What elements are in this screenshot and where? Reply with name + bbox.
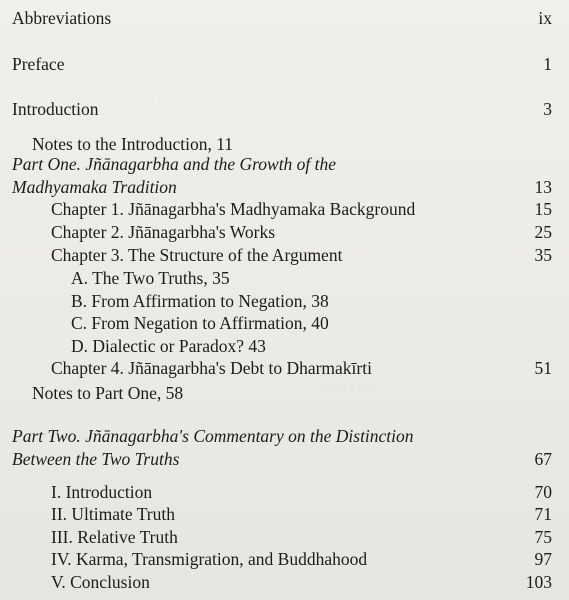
toc-entry-title: I. Introduction bbox=[51, 482, 153, 502]
toc-entry-title: IV. Karma, Transmigration, and Buddhahood bbox=[51, 549, 368, 569]
toc-entry-section-a bbox=[0, 267, 569, 289]
toc-entry-section-b bbox=[0, 290, 569, 312]
show-through-text: · · · · · · bbox=[330, 300, 372, 316]
toc-entry-part-two-iii bbox=[0, 526, 569, 548]
toc-page-number: 97 bbox=[534, 549, 552, 569]
toc-entry-part-two-iv bbox=[0, 548, 569, 570]
toc-page-number: ix bbox=[538, 8, 552, 28]
toc-page-number: 13 bbox=[534, 177, 552, 197]
toc-part-title: Part One. Jñānagarbha and the Growth of the bbox=[12, 154, 337, 174]
toc-entry-title: Notes to Part One, 58 bbox=[32, 383, 184, 403]
toc-page-number: 1 bbox=[543, 54, 552, 74]
toc-entry-notes-part-one bbox=[0, 382, 569, 404]
toc-entry-title: Chapter 4. Jñānagarbha's Debt to Dharmakīrti bbox=[51, 358, 372, 378]
toc-page-number: 67 bbox=[534, 449, 552, 469]
toc-entry-preface bbox=[0, 53, 569, 75]
show-through-text: · · · · · · · · bbox=[320, 384, 377, 400]
toc-entry-section-d bbox=[0, 335, 569, 357]
toc-entry-abbreviations bbox=[0, 7, 569, 29]
toc-entry-title: A. The Two Truths, 35 bbox=[71, 268, 230, 288]
toc-entry-title: Notes to the Introduction, 11 bbox=[32, 134, 234, 154]
toc-entry-title: C. From Negation to Affirmation, 40 bbox=[71, 313, 329, 333]
toc-page-number: 15 bbox=[534, 199, 552, 219]
toc-entry-introduction bbox=[0, 98, 569, 120]
show-through-text: · · · · · · · · bbox=[150, 92, 207, 108]
toc-entry-chapter-4 bbox=[0, 357, 569, 379]
toc-part-title: Part Two. Jñānagarbha's Commentary on the Distinction bbox=[12, 426, 414, 446]
toc-entry-chapter-3 bbox=[0, 244, 569, 266]
toc-page-number: 103 bbox=[525, 572, 552, 592]
toc-entry-title: III. Relative Truth bbox=[51, 527, 178, 547]
toc-entry-notes-introduction bbox=[0, 133, 569, 155]
toc-entry-title: V. Conclusion bbox=[51, 572, 150, 592]
toc-page-number: 51 bbox=[534, 358, 552, 378]
toc-entry-chapter-2 bbox=[0, 221, 569, 243]
toc-entry-chapter-1 bbox=[0, 198, 569, 220]
toc-entry-title: Chapter 1. Jñānagarbha's Madhyamaka Background bbox=[51, 199, 416, 219]
toc-entry-part-two-ii bbox=[0, 503, 569, 525]
toc-page-number: 71 bbox=[534, 504, 552, 524]
toc-part-two-heading bbox=[0, 425, 569, 447]
toc-part-two-heading-cont bbox=[0, 448, 569, 470]
toc-entry-title: Introduction bbox=[12, 99, 99, 119]
toc-page-number: 35 bbox=[534, 245, 552, 265]
toc-entry-title: D. Dialectic or Paradox? 43 bbox=[71, 336, 266, 356]
toc-entry-title: B. From Affirmation to Negation, 38 bbox=[71, 291, 329, 311]
toc-page-number: 75 bbox=[534, 527, 552, 547]
toc-part-title: Madhyamaka Tradition bbox=[12, 177, 177, 197]
toc-entry-title: Chapter 2. Jñānagarbha's Works bbox=[51, 222, 276, 242]
toc-part-one-heading bbox=[0, 153, 569, 175]
toc-page-number: 25 bbox=[534, 222, 552, 242]
toc-entry-title: II. Ultimate Truth bbox=[51, 504, 175, 524]
toc-entry-part-two-i bbox=[0, 481, 569, 503]
toc-entry-part-two-v bbox=[0, 571, 569, 593]
toc-entry-title: Preface bbox=[12, 54, 65, 74]
show-through-text: · · · · · · · bbox=[140, 44, 189, 60]
toc-entry-title: Abbreviations bbox=[12, 8, 112, 28]
toc-entry-title: Chapter 3. The Structure of the Argument bbox=[51, 245, 343, 265]
toc-page-number: 70 bbox=[534, 482, 552, 502]
toc-entry-section-c bbox=[0, 312, 569, 334]
toc-part-title: Between the Two Truths bbox=[12, 449, 180, 469]
toc-page-number: 3 bbox=[543, 99, 552, 119]
toc-part-one-heading-cont bbox=[0, 176, 569, 198]
